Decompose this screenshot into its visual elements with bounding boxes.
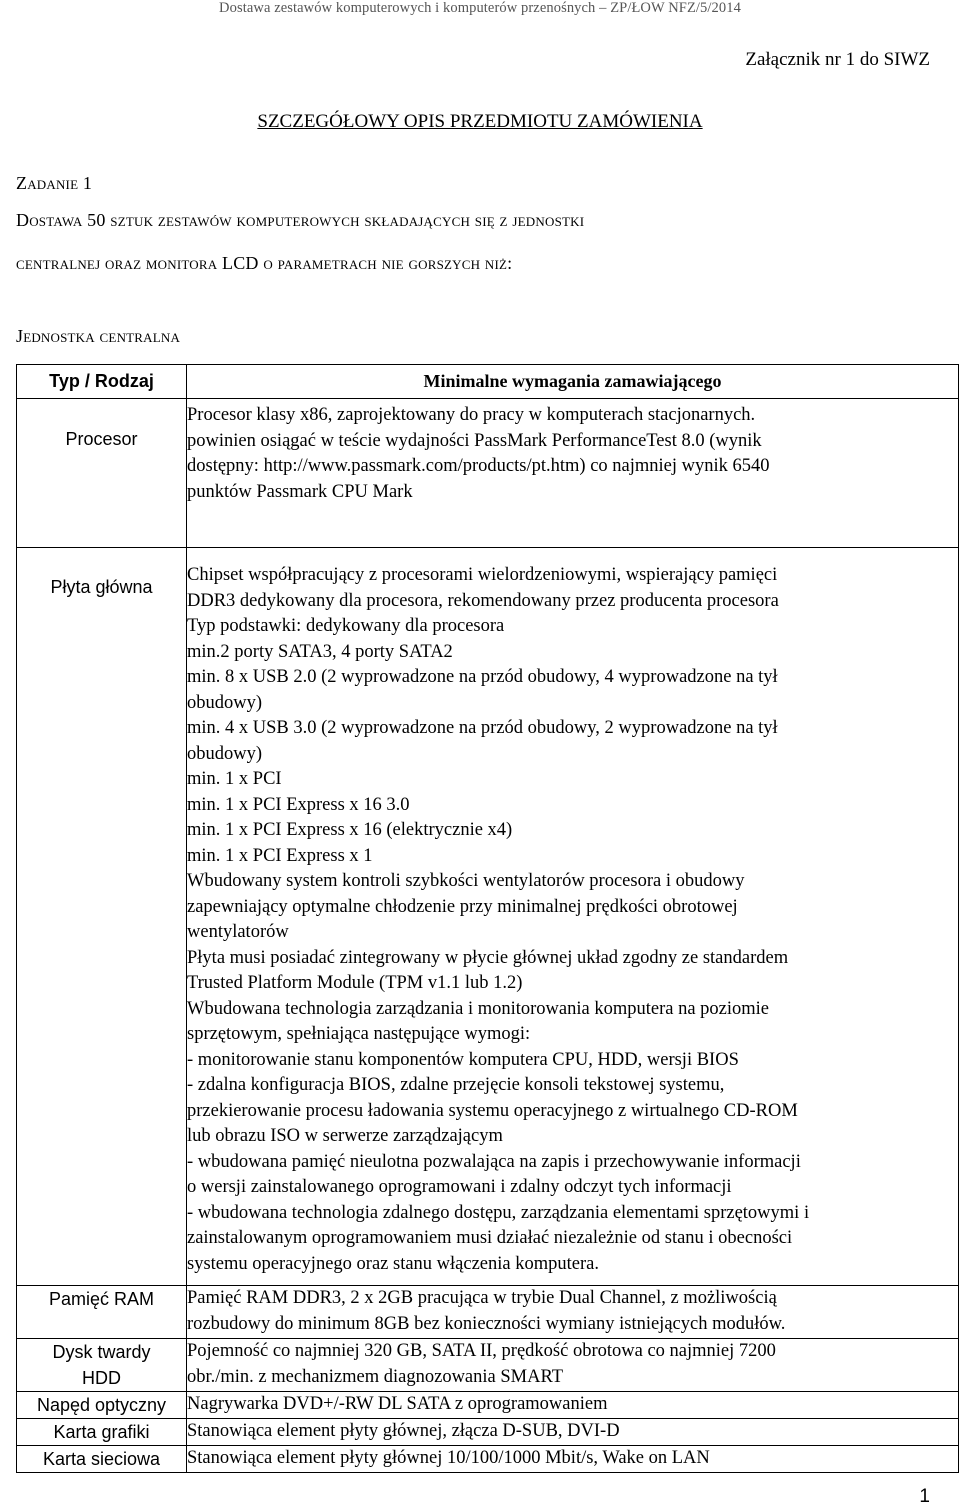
row-type-text: Dysk twardy HDD xyxy=(52,1342,151,1388)
req-line: Trusted Platform Module (TPM v1.1 lub 1.2) xyxy=(187,973,523,993)
requirements-table xyxy=(16,364,959,1473)
table-row-karta-sieciowa xyxy=(17,1446,959,1473)
req-line: DDR3 dedykowany dla procesora, rekomendowany przez producenta procesora xyxy=(187,590,779,611)
req-line: min. 1 x PCI Express x 16 (elektrycznie x4) xyxy=(187,820,513,840)
req-line: zapewniający optymalne chłodzenie przy minimalnej prędkości obrotowej xyxy=(187,896,738,917)
req-line: min. 1 x PCI Express x 1 xyxy=(187,845,373,866)
section-heading: Jednostka centralna xyxy=(16,326,181,346)
req-line: obudowy) xyxy=(187,743,263,764)
page-number: 1 xyxy=(919,1486,930,1507)
document-title: SZCZEGÓŁOWY OPIS PRZEDMIOTU ZAMÓWIENIA xyxy=(257,111,703,132)
row-type: Karta sieciowa xyxy=(17,1446,187,1473)
req-line: o wersji zainstalowanego oprogramowani i zdalny odczyt tych informacji xyxy=(187,1177,732,1197)
row-requirements xyxy=(187,1392,959,1419)
row-requirements xyxy=(187,1419,959,1446)
req-line: powinien osiągać w teście wydajności PassMark PerformanceTest 8.0 (wynik xyxy=(187,430,762,451)
req-line: wentylatorów xyxy=(187,922,289,942)
row-type: Pamięć RAM xyxy=(17,1286,187,1339)
req-line: min.2 porty SATA3, 4 porty SATA2 xyxy=(187,641,453,662)
column-header-type: Typ / Rodzaj xyxy=(17,365,187,399)
task-heading: Zadanie 1 xyxy=(16,173,93,193)
row-requirements xyxy=(187,399,959,548)
table-header-row xyxy=(17,365,959,399)
req-line: lub obrazu ISO w serwerze zarządzającym xyxy=(187,1126,503,1146)
req-line: - monitorowanie stanu komponentów komputera CPU, HDD, wersji BIOS xyxy=(187,1049,739,1070)
req-line: Płyta musi posiadać zintegrowany w płycie głównej układ zgodny ze standardem xyxy=(187,947,789,968)
req-line: Stanowiąca element płyty głównej, złącza D-SUB, DVI-D xyxy=(187,1421,620,1441)
row-requirements xyxy=(187,1339,959,1392)
running-header: Dostawa zestawów komputerowych i komputerów przenośnych – ZP/ŁOW NFZ/5/2014 xyxy=(219,0,741,16)
req-line: - zdalna konfiguracja BIOS, zdalne przejęcie konsoli tekstowej systemu, xyxy=(187,1075,725,1095)
req-line: - wbudowana technologia zdalnego dostępu, zarządzania elementami sprzętowymi i xyxy=(187,1202,810,1223)
req-line: Nagrywarka DVD+/-RW DL SATA z oprogramowaniem xyxy=(187,1394,608,1414)
row-type xyxy=(17,1339,187,1392)
req-line: punktów Passmark CPU Mark xyxy=(187,481,413,502)
req-line: Chipset współpracujący z procesorami wielordzeniowymi, wspierający pamięci xyxy=(187,565,778,585)
req-line: min. 1 x PCI xyxy=(187,769,282,789)
subject-line-2: centralnej oraz monitora LCD o parametrach nie gorszych niż: xyxy=(16,253,513,273)
row-requirements xyxy=(187,1286,959,1339)
req-line: systemu operacyjnego oraz stanu włączenia komputera. xyxy=(187,1253,599,1274)
row-requirements xyxy=(187,1446,959,1473)
row-type: Procesor xyxy=(17,399,187,548)
req-line: Stanowiąca element płyty głównej 10/100/1000 Mbit/s, Wake on LAN xyxy=(187,1448,710,1468)
req-line: obudowy) xyxy=(187,692,263,713)
column-header-requirements: Minimalne wymagania zamawiającego xyxy=(187,365,959,399)
req-line: Wbudowany system kontroli szybkości wentylatorów procesora i obudowy xyxy=(187,871,745,891)
req-line: Typ podstawki: dedykowany dla procesora xyxy=(187,616,505,636)
req-line: sprzętowym, spełniająca następujące wymogi: xyxy=(187,1024,531,1044)
req-line: dostępny: http://www.passmark.com/products/pt.htm) co najmniej wynik 6540 xyxy=(187,456,770,476)
table-row-pamiec-ram xyxy=(17,1286,959,1339)
subject-line-1: Dostawa 50 sztuk zestawów komputerowych składających się z jednostki xyxy=(16,210,585,230)
req-line: Wbudowana technologia zarządzania i monitorowania komputera na poziomie xyxy=(187,998,770,1019)
table-row-naped-optyczny xyxy=(17,1392,959,1419)
table-row-plyta-glowna xyxy=(17,548,959,1286)
req-line: zainstalowanym oprogramowaniem musi działać niezależnie od stanu i obecności xyxy=(187,1228,793,1248)
req-line: Pamięć RAM DDR3, 2 x 2GB pracująca w trybie Dual Channel, z możliwością xyxy=(187,1288,777,1308)
req-line: obr./min. z mechanizmem diagnozowania SMART xyxy=(187,1366,563,1387)
row-type: Płyta główna xyxy=(17,548,187,1286)
row-requirements xyxy=(187,548,959,1286)
req-line: min. 4 x USB 3.0 (2 wyprowadzone na przód obudowy, 2 wyprowadzone na tył xyxy=(187,718,778,738)
table-row-dysk-twardy xyxy=(17,1339,959,1392)
req-line: Pojemność co najmniej 320 GB, SATA II, prędkość obrotowa co najmniej 7200 xyxy=(187,1341,776,1361)
req-line: min. 8 x USB 2.0 (2 wyprowadzone na przód obudowy, 4 wyprowadzone na tył xyxy=(187,667,778,687)
req-line: przekierowanie procesu ładowania systemu operacyjnego z wirtualnego CD-ROM xyxy=(187,1100,798,1121)
req-line: - wbudowana pamięć nieulotna pozwalająca na zapis i przechowywanie informacji xyxy=(187,1151,801,1172)
req-line: Procesor klasy x86, zaprojektowany do pracy w komputerach stacjonarnych. xyxy=(187,405,756,425)
table-row-procesor xyxy=(17,399,959,548)
row-type: Napęd optyczny xyxy=(17,1392,187,1419)
req-line: min. 1 x PCI Express x 16 3.0 xyxy=(187,794,410,815)
row-type: Karta grafiki xyxy=(17,1419,187,1446)
table-row-karta-grafiki xyxy=(17,1419,959,1446)
req-line: rozbudowy do minimum 8GB bez konieczności wymiany istniejących modułów. xyxy=(187,1313,786,1334)
annex-label: Załącznik nr 1 do SIWZ xyxy=(745,49,930,70)
